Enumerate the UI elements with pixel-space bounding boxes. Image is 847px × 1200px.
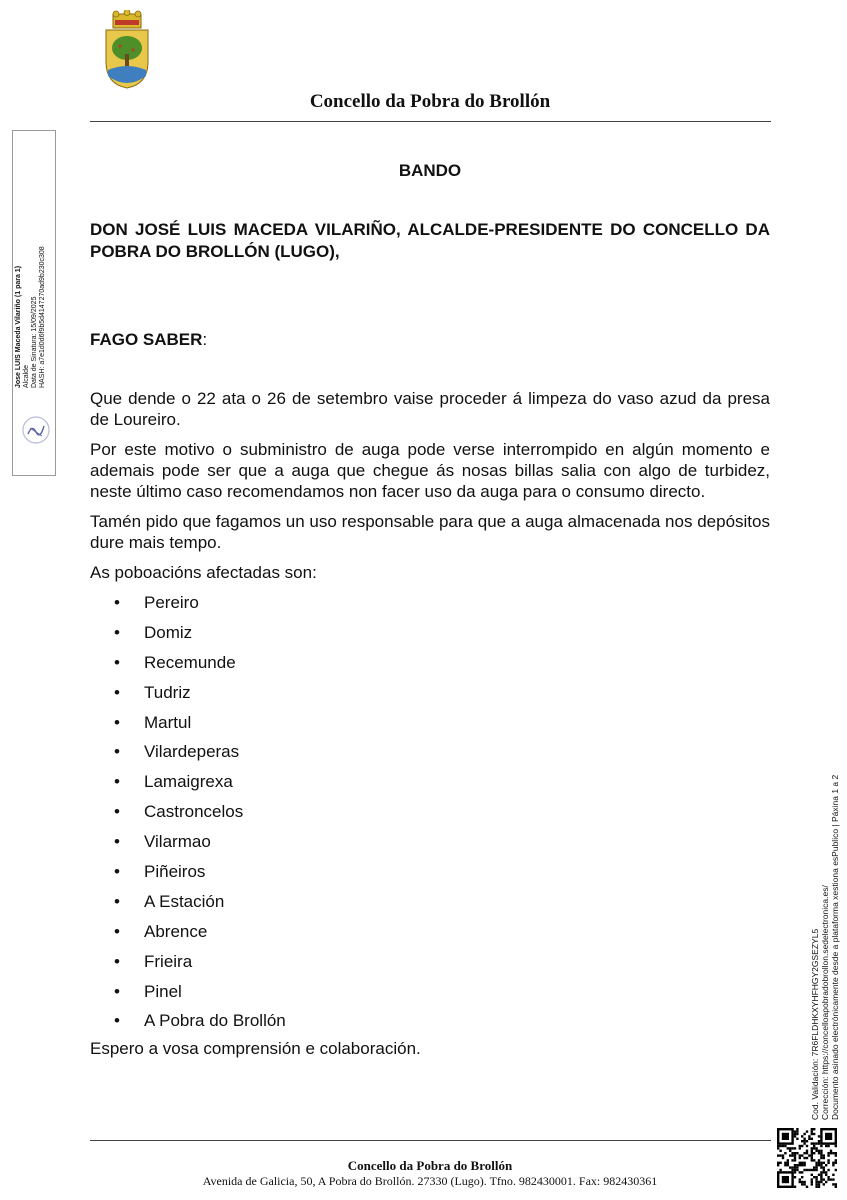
signature-date: Data de Sinatura: 15/09/2025 bbox=[31, 296, 38, 388]
municipal-coat-of-arms bbox=[102, 10, 152, 90]
place-name: A Pobra do Brollón bbox=[144, 1011, 286, 1031]
place-name: A Estación bbox=[144, 891, 225, 911]
signature-hash: HASH: a7e1d0d6f9b5d4147270ad9b230c308 bbox=[39, 246, 46, 388]
fago-saber-label: FAGO SABER bbox=[90, 330, 203, 349]
signature-role: Alcalde bbox=[23, 365, 30, 388]
bullet-icon: • bbox=[114, 1011, 120, 1031]
place-name: Pinel bbox=[144, 981, 182, 1001]
bullet-icon: • bbox=[114, 951, 120, 971]
bullet-icon: • bbox=[114, 682, 120, 702]
place-name: Martul bbox=[144, 712, 192, 732]
paragraph-dates: Que dende o 22 ata o 26 de setembro vaise proceder á limpeza do vaso azud da presa de Loureiro. bbox=[90, 389, 770, 429]
list-item bbox=[90, 951, 770, 981]
place-name: Castroncelos bbox=[144, 802, 244, 822]
paragraph-request: Tamén pido que fagamos un uso responsable para que a auga almacenada nos depósitos dure mais tempo. bbox=[90, 512, 770, 552]
bullet-icon: • bbox=[114, 862, 120, 882]
list-item bbox=[90, 1010, 770, 1040]
bullet-icon: • bbox=[114, 712, 120, 732]
place-name: Pereiro bbox=[144, 593, 199, 612]
bullet-icon: • bbox=[114, 832, 120, 852]
closing-text: Espero a vosa comprensión e colaboración. bbox=[90, 1039, 421, 1058]
list-item bbox=[90, 592, 770, 622]
place-name: Piñeiros bbox=[144, 862, 206, 882]
footer-divider bbox=[90, 1140, 771, 1141]
validation-info bbox=[810, 740, 840, 1120]
place-name: Vilarmao bbox=[144, 832, 211, 852]
bullet-icon: • bbox=[114, 921, 120, 941]
list-item bbox=[90, 801, 770, 831]
bullet-icon: • bbox=[114, 742, 120, 762]
place-name: Vilardeperas bbox=[144, 742, 240, 762]
list-item bbox=[90, 831, 770, 861]
fago-saber-colon: : bbox=[202, 330, 208, 349]
list-item bbox=[90, 861, 770, 891]
list-item bbox=[90, 921, 770, 951]
header-title: Concello da Pobra do Brollón bbox=[309, 91, 551, 112]
signature-info bbox=[15, 148, 47, 388]
bullet-icon: • bbox=[114, 802, 120, 822]
validation-note: Documento asinado electrónicamente desde a plataforma xestiona esPublico | Páxina 1 a 2 bbox=[830, 774, 840, 1120]
validation-url: Corrección: https://concelloapobradobrollon.sedelectronica.es/ bbox=[820, 885, 830, 1120]
place-name: Tudriz bbox=[144, 682, 191, 702]
signature-seal-icon bbox=[20, 414, 52, 446]
qr-code bbox=[777, 1128, 837, 1188]
bullet-icon: • bbox=[114, 622, 120, 642]
place-name: Recemunde bbox=[144, 652, 236, 672]
list-item bbox=[90, 682, 770, 712]
bullet-icon: • bbox=[114, 772, 120, 792]
list-item bbox=[90, 771, 770, 801]
affected-places-list bbox=[90, 592, 770, 1040]
paragraph-affected-intro: As poboacións afectadas son: bbox=[90, 563, 317, 582]
footer-name: Concello da Pobra do Brollón bbox=[347, 1158, 513, 1173]
list-item bbox=[90, 981, 770, 1011]
footer-address: Avenida de Galicia, 50, A Pobra do Brollón. 27330 (Lugo). Tfno. 982430001. Fax: 982430361 bbox=[202, 1174, 658, 1188]
list-item bbox=[90, 652, 770, 682]
header-divider bbox=[90, 121, 771, 122]
list-item bbox=[90, 622, 770, 652]
place-name: Lamaigrexa bbox=[144, 772, 233, 792]
bullet-icon: • bbox=[114, 981, 120, 1001]
place-name: Abrence bbox=[144, 921, 208, 941]
fago-saber bbox=[90, 330, 207, 350]
bullet-icon: • bbox=[114, 891, 120, 911]
list-item bbox=[90, 891, 770, 921]
signature-signer: Jose LUIS Maceda Vilariño (1 para 1) bbox=[15, 265, 22, 388]
list-item bbox=[90, 741, 770, 771]
body-paragraphs bbox=[90, 388, 770, 1040]
document-title: BANDO bbox=[398, 161, 462, 180]
paragraph-reason: Por este motivo o subministro de auga pode verse interrompido en algún momento e ademais pode ser que a auga que chegue ás nosas billas salia con algo de turbidez, neste último caso recomendamos non facer uso da auga para o consumo directo. bbox=[90, 440, 770, 501]
bullet-icon: • bbox=[114, 593, 120, 612]
list-item bbox=[90, 712, 770, 742]
validation-code: Cod. Validación: 7R6FLDHKXYHFHGY2GSEZYL5 bbox=[810, 928, 820, 1120]
place-name: Frieira bbox=[144, 951, 193, 971]
addressee-heading: DON JOSÉ LUIS MACEDA VILARIÑO, ALCALDE-PRESIDENTE DO CONCELLO DA POBRA DO BROLLÓN (LUGO), bbox=[90, 220, 770, 261]
bullet-icon: • bbox=[114, 652, 120, 672]
place-name: Domiz bbox=[144, 622, 193, 642]
